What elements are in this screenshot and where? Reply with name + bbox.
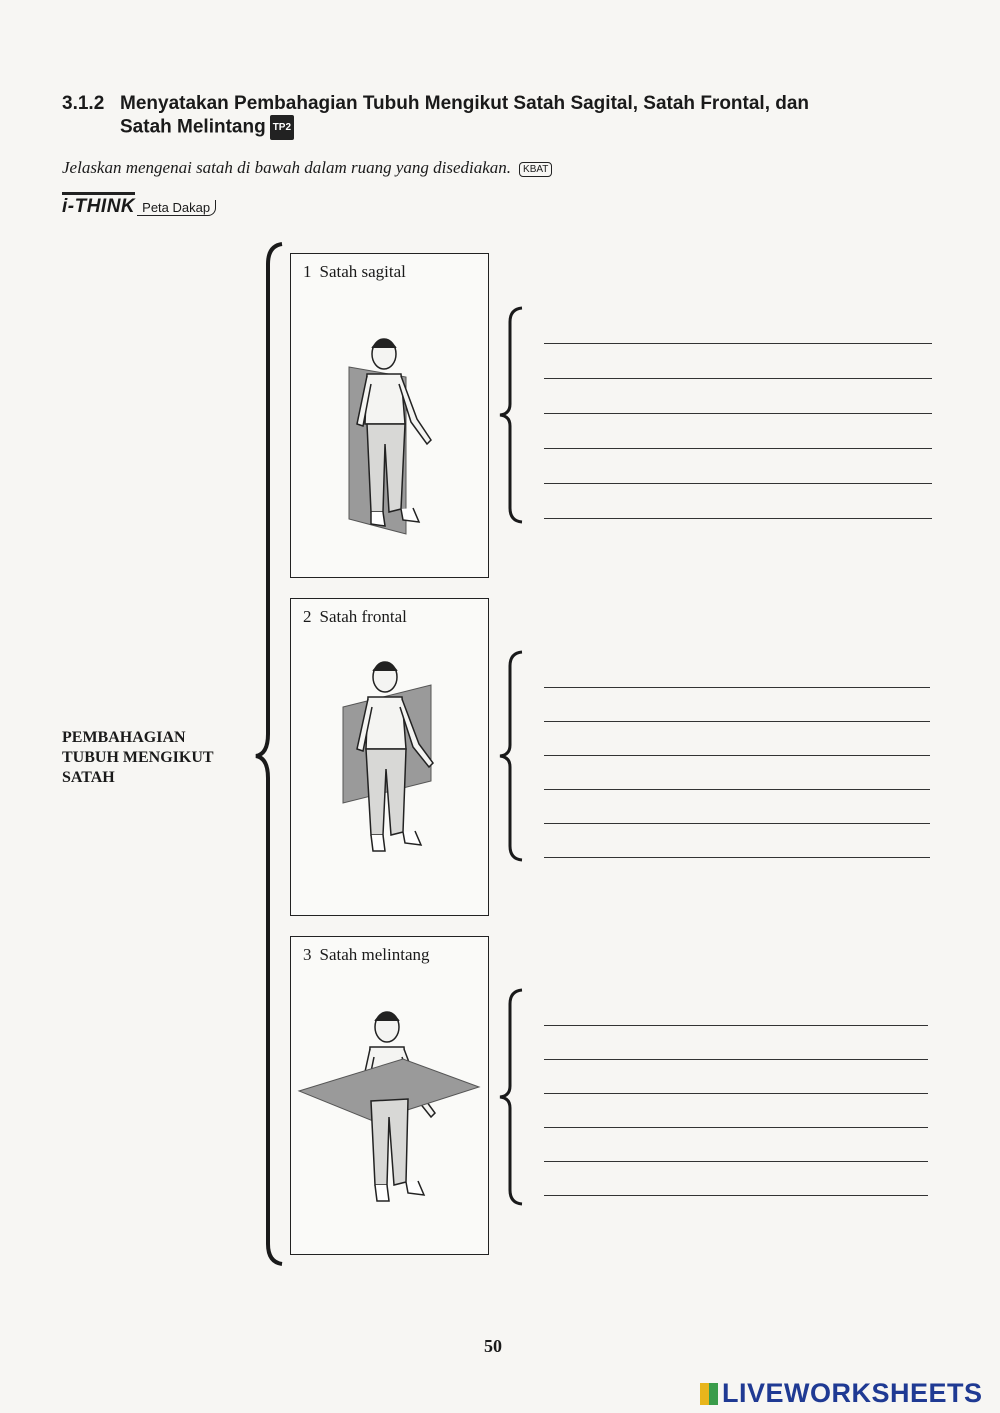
answer-line[interactable] xyxy=(544,518,932,519)
brace-sagittal xyxy=(496,306,526,524)
answer-line[interactable] xyxy=(544,1195,928,1196)
heading-line-2: Satah Melintang xyxy=(120,116,266,138)
main-label-line-2: TUBUH MENGIKUT xyxy=(62,749,214,766)
watermark-text: LIVEWORKSHEETS xyxy=(722,1378,983,1408)
panel-title-transverse: 3 Satah melintang xyxy=(303,945,430,964)
answer-line[interactable] xyxy=(544,1025,928,1026)
answer-line[interactable] xyxy=(544,789,930,790)
ithink-map-type: Peta Dakap xyxy=(137,200,216,216)
panel-sagittal xyxy=(290,253,489,578)
answer-line[interactable] xyxy=(544,343,932,344)
answer-line[interactable] xyxy=(544,1127,928,1128)
answer-line[interactable] xyxy=(544,378,932,379)
liveworksheets-logo-icon xyxy=(700,1383,718,1405)
answer-line[interactable] xyxy=(544,1059,928,1060)
answer-line[interactable] xyxy=(544,857,930,858)
panel-title-frontal: 2 Satah frontal xyxy=(303,607,407,626)
answer-line[interactable] xyxy=(544,1161,928,1162)
panel-title-sagittal: 1 Satah sagital xyxy=(303,262,406,281)
main-label-line-1: PEMBAHAGIAN xyxy=(62,729,186,746)
answer-line[interactable] xyxy=(544,755,930,756)
answer-line[interactable] xyxy=(544,823,930,824)
ithink-brand: i-THINK xyxy=(62,192,135,217)
kbat-badge: KBAT xyxy=(519,162,552,177)
answer-line[interactable] xyxy=(544,1093,928,1094)
brace-transverse xyxy=(496,988,526,1206)
panel-transverse xyxy=(290,936,489,1255)
answer-line[interactable] xyxy=(544,448,932,449)
tp-badge: TP2 xyxy=(270,115,294,140)
instruction xyxy=(62,158,552,178)
main-label xyxy=(62,728,214,788)
sagittal-figure-icon xyxy=(291,254,488,577)
frontal-figure-icon xyxy=(291,599,488,915)
instruction-text: Jelaskan mengenai satah di bawah dalam ruang yang disediakan. xyxy=(62,158,512,177)
answer-line[interactable] xyxy=(544,413,932,414)
answer-line[interactable] xyxy=(544,721,930,722)
answer-line[interactable] xyxy=(544,483,932,484)
main-label-line-3: SATAH xyxy=(62,769,115,786)
heading-line-1: Menyatakan Pembahagian Tubuh Mengikut Satah Sagital, Satah Frontal, dan xyxy=(120,93,810,114)
panel-frontal xyxy=(290,598,489,916)
watermark xyxy=(700,1378,983,1409)
ithink-label xyxy=(62,196,216,218)
page-number: 50 xyxy=(484,1336,502,1356)
transverse-figure-icon xyxy=(291,937,488,1254)
section-heading xyxy=(62,92,922,140)
answer-line[interactable] xyxy=(544,687,930,688)
section-number: 3.1.2 xyxy=(62,93,105,114)
main-brace xyxy=(252,242,288,1266)
brace-frontal xyxy=(496,650,526,862)
